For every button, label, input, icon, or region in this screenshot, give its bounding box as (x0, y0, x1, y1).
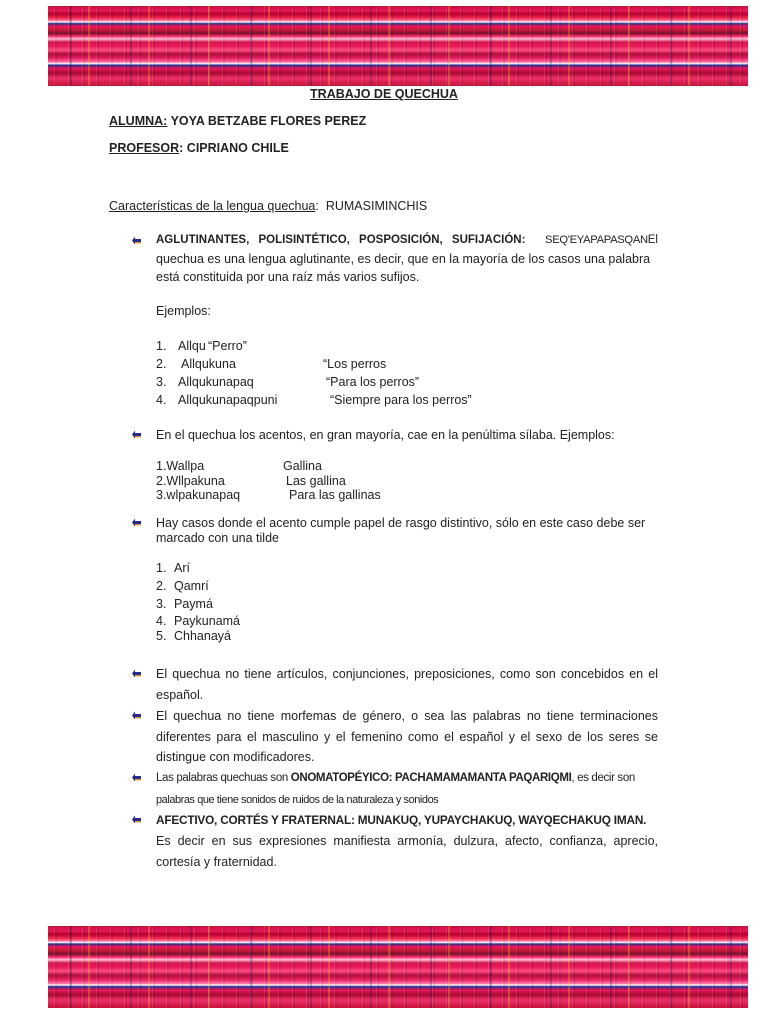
example-meaning: Gallina (283, 459, 322, 473)
section-heading-label: Características de la lengua quechua (109, 199, 316, 213)
arrow-bullet-icon (131, 429, 142, 440)
list-number: 2. (156, 357, 167, 371)
point3-line2: marcado con una tilde (156, 531, 279, 545)
example-word: 1.Wallpa (156, 459, 205, 473)
arrow-bullet-icon (131, 710, 142, 721)
point6-bold: ONOMATOPÉYICO: PACHAMAMAMANTA PAQARIQMI (290, 772, 572, 784)
section-heading (109, 199, 427, 213)
point6-line2: palabras que tiene sonidos de ruidos de la naturaleza y sonidos (156, 794, 439, 806)
list-number: 3. (156, 375, 167, 389)
example-word: Paykunamá (174, 614, 241, 628)
section-heading-colon: : (315, 199, 319, 213)
list-number: 3. (156, 597, 167, 611)
point1-tail: El (647, 234, 658, 246)
example-meaning: “Siempre para los perros” (330, 393, 472, 407)
point6-line1 (156, 771, 635, 786)
document-title: TRABAJO DE QUECHUA (310, 87, 458, 101)
point6-post: , es decir son (571, 772, 635, 784)
point7-text: Es decir en sus expresiones manifiesta armonía, dulzura, afecto, confianza, aprecio, cortesía y fraternidad. (156, 834, 658, 869)
point6-pre: Las palabras quechuas son (156, 772, 291, 784)
alumna-name: YOYA BETZABE FLORES PEREZ (167, 114, 367, 128)
point1-bold: AGLUTINANTES, POLISINTÉTICO, POSPOSICIÓN, SUFIJACIÓN: (156, 234, 526, 246)
example-word: Chhanayá (174, 629, 231, 643)
example-meaning: Para las gallinas (289, 488, 381, 502)
list-number: 2. (156, 579, 167, 593)
point3-line1: Hay casos donde el acento cumple papel de rasgo distintivo, sólo en este caso debe ser (156, 516, 646, 530)
list-number: 5. (156, 629, 167, 643)
point2-text: En el quechua los acentos, en gran mayoría, cae en la penúltima sílaba. Ejemplos: (156, 428, 615, 442)
list-number: 4. (156, 614, 167, 628)
example-word: Allqukunapaqpuni (178, 393, 278, 407)
profesor-line (109, 141, 289, 155)
point1-line3: está constituida por una raíz más varios sufijos. (156, 270, 420, 284)
example-word: Allqukunapaq (178, 375, 254, 389)
example-word: Allqukuna (181, 357, 236, 371)
arrow-bullet-icon (131, 772, 142, 783)
list-number: 1. (156, 339, 167, 353)
alumna-line (109, 114, 366, 128)
point1-line1 (156, 233, 658, 248)
point4-text: El quechua no tiene artículos, conjunciones, preposiciones, como son concebidos en el español. (156, 667, 658, 702)
section-subtitle: RUMASIMINCHIS (325, 199, 428, 213)
profesor-label: PROFESOR (109, 141, 180, 155)
point1-line2: quechua es una lengua aglutinante, es decir, que en la mayoría de los casos una palabra (156, 252, 651, 266)
example-meaning: “Perro” (208, 339, 247, 353)
example-word: Qamrí (174, 579, 209, 593)
point1-examples-label: Ejemplos: (156, 304, 211, 318)
arrow-bullet-icon (131, 517, 142, 528)
arrow-bullet-icon (131, 235, 142, 246)
point1-bold2: SEQ'EYAPAPASQAN (545, 234, 648, 246)
example-word: 3.wlpakunapaq (156, 488, 241, 502)
example-meaning: “Para los perros” (326, 375, 420, 389)
arrow-bullet-icon (131, 814, 142, 825)
example-word: Paymá (174, 597, 213, 611)
example-word: Allqu (178, 339, 206, 353)
example-meaning: Las gallina (286, 474, 346, 488)
point5-text: El quechua no tiene morfemas de género, o sea las palabras no tiene terminaciones diferentes para el masculino y el femenino como el español y el sexo de los seres se distingue con modificadores. (156, 709, 658, 764)
arrow-bullet-icon (131, 668, 142, 679)
example-word: 2.Wllpakuna (156, 474, 225, 488)
textile-band-top (48, 6, 748, 86)
alumna-label: ALUMNA: (109, 114, 168, 128)
profesor-name: : CIPRIANO CHILE (179, 141, 289, 155)
point7-bold: AFECTIVO, CORTÉS Y FRATERNAL: MUNAKUQ, YUPAYCHAKUQ, WAYQECHAKUQ IMAN. (156, 813, 647, 827)
list-number: 4. (156, 393, 167, 407)
textile-band-bottom (48, 926, 748, 1008)
list-number: 1. (156, 561, 167, 575)
example-word: Arí (174, 561, 190, 575)
example-meaning: “Los perros (323, 357, 387, 371)
